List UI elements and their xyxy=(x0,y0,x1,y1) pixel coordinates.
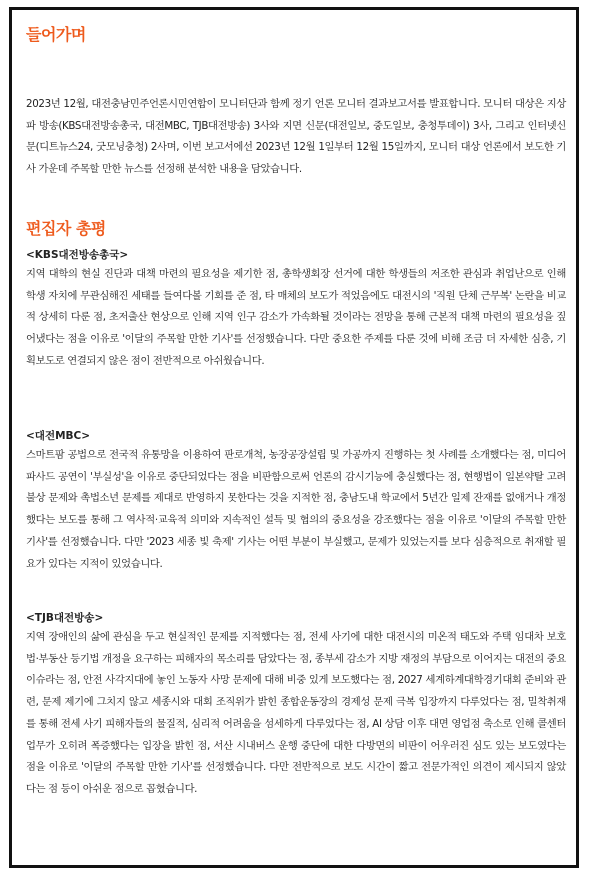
mbc-review-label: <대전MBC> xyxy=(26,430,91,442)
intro-heading: 들어가며 xyxy=(26,25,86,44)
mbc-review-section xyxy=(26,428,566,575)
intro-paragraph: 2023년 12월, 대전충남민주언론시민연합이 모니터단과 함께 정기 언론 모니터 결과보고서를 발표합니다. 모니터 대상은 지상파 방송(KBS대전방송총국, 대전MBC, TJB대전방송) 3사와 지면 신문(대전일보, 중도일보, 충청투데이) 3사, 그리고 인터넷신문(디트뉴스24, 굿모닝충청) 2사며, 이번 보고서에선 2023년 12월 1일부터 12월 15일까지, 모니터 대상 언론에서 보도한 기사 가운데 주목할 만한 뉴스를 선정해 분석한 내용을 담았습니다. xyxy=(26,98,566,176)
tjb-review-section xyxy=(26,610,566,801)
tjb-review-text: 지역 장애인의 삶에 관심을 두고 현실적인 문제를 지적했다는 점, 전세 사기에 대한 대전시의 미온적 태도와 주택 임대차 보호법·부동산 등기법 개정을 요구하는 피해자의 목소리를 담았다는 점, 종부세 감소가 지방 재정의 부담으로 이어지는 대전의 중요 이슈라는 점, 안전 사각지대에 놓인 노동자 사망 문제에 대해 비중 있게 보도했다는 점, 2027 세계하계대학경기대회 준비와 관련, 문제 제기에 그치지 않고 세종시와 대회 조직위가 밝힌 종합운동장의 경제성 문제 극복 입장까지 다루었다는 점, 밀착취재를 통해 전세 사기 피해자들의 물질적, 심리적 어려움을 섬세하게 다루었다는 점, AI 상담 이후 대면 영업점 축소로 인해 콜센터 업무가 오히려 폭증했다는 입장을 밝힌 점, 서산 시내버스 운행 중단에 대한 다방면의 비판이 어우러진 심도 있는 보도였다는 점을 이유로 '이달의 주목할 만한 기사'를 선정했습니다. 다만 전반적으로 보도 시간이 짧고 전문가적인 의견이 제시되지 않았다는 점 등이 아쉬운 점으로 꼽혔습니다. xyxy=(26,631,566,795)
kbs-review-section xyxy=(26,247,566,373)
tjb-review-label: <TJB대전방송> xyxy=(26,612,104,624)
mbc-review-text: 스마트팜 공법으로 전국적 유통망을 이용하여 판로개척, 농장공장설립 및 가공까지 진행하는 첫 사례를 소개했다는 점, 미디어파사드 공연이 '부실성'을 이유로 중단되었다는 점을 비판함으로써 언론의 감시기능에 충실했다는 점, 현행법이 일본약탈 고려 불상 문제와 촉법소년 문제를 제대로 반영하지 못한다는 것을 지적한 점, 충남도내 학교에서 5년간 일제 잔재를 없애거나 개정했다는 보도를 통해 그 역사적·교육적 의미와 지속적인 설득 및 협의의 중요성을 강조했다는 점을 이유로 '이달의 주목할 만한 기사'를 선정했습니다. 다만 '2023 세종 빛 축제' 기사는 어떤 부분이 부실했고, 문제가 있었는지를 보다 심층적으로 취재할 필요가 있다는 지적이 있었습니다. xyxy=(26,449,566,570)
kbs-review-text: 지역 대학의 현실 진단과 대책 마련의 필요성을 제기한 점, 총학생회장 선거에 대한 학생들의 저조한 관심과 취업난으로 인해 학생 자치에 무관심해진 세태를 들여다볼 기회를 준 점, 타 매체의 보도가 적었음에도 대전시의 '직원 단체 근무복' 논란을 비교적 상세히 다룬 점, 초저출산 현상으로 인해 지역 인구 감소가 가속화될 것이라는 전망을 통해 근본적 대책 마련의 필요성을 짚어냈다는 점을 이유로 '이달의 주목할 만한 기사'를 선정했습니다. 다만 중요한 주제를 다룬 것에 비해 조금 더 자세한 심층, 기획보도로 연결되지 않은 점이 전반적으로 아쉬웠습니다. xyxy=(26,268,566,367)
kbs-review-label: <KBS대전방송총국> xyxy=(26,249,129,261)
editor-review-heading: 편집자 총평 xyxy=(26,219,106,238)
